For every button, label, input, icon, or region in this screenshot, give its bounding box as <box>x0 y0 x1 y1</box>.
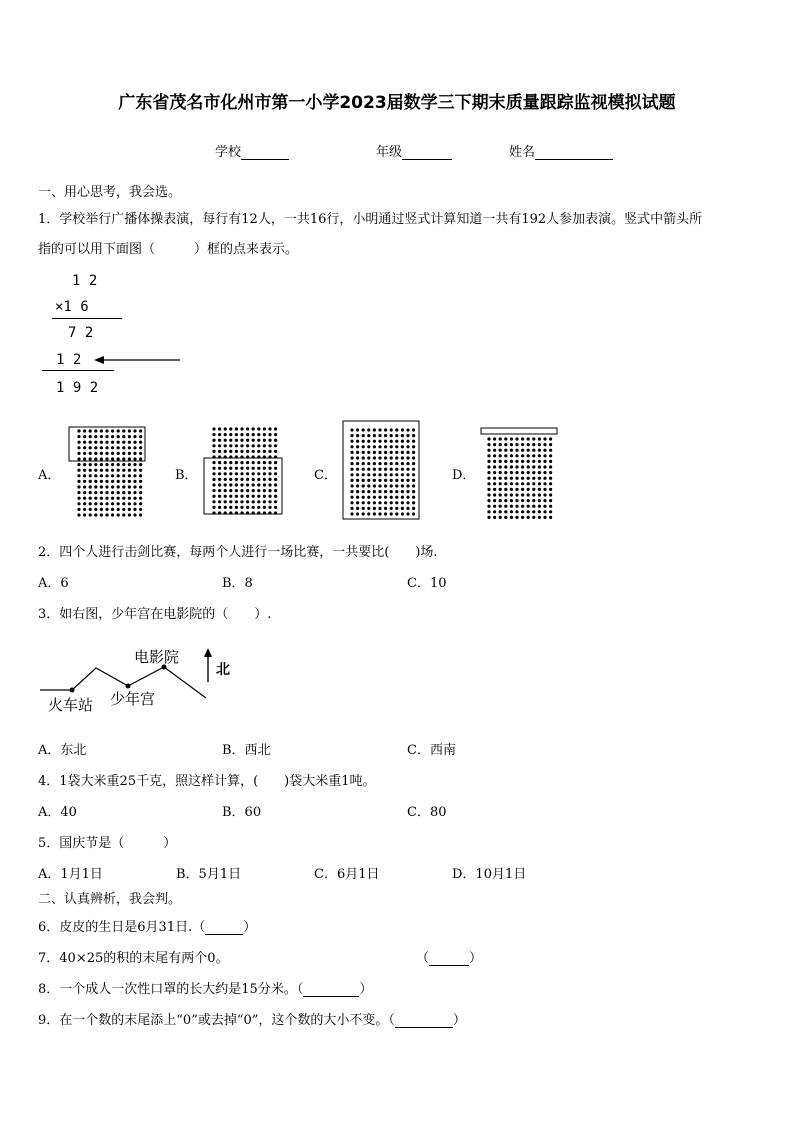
section2-heading: 二、认真辨析，我会判。 <box>38 892 182 907</box>
school-label: 学校 <box>215 145 242 160</box>
grade-blank[interactable] <box>402 146 452 160</box>
q9-stem: 9．在一个数的末尾添上“0”或去掉“0”，这个数的大小不变。（ <box>38 1013 395 1028</box>
q3-stem: 3．如右图，少年宫在电影院的（ ）. <box>38 607 272 622</box>
q7-open: （ <box>416 951 430 966</box>
q5-option-a[interactable]: A．1月1日 <box>38 867 103 882</box>
q1-stem-line1: 1．学校举行广播体操表演，每行有12人，一共16行，小明通过竖式计算知道一共有192人参加表演。竖式中箭头所 <box>38 212 703 227</box>
palace-point <box>126 684 131 689</box>
station-label: 火车站 <box>48 696 94 714</box>
q1-option-c-figure[interactable] <box>342 420 422 522</box>
q6-item <box>38 916 256 935</box>
q1-option-a-figure[interactable] <box>68 426 148 524</box>
q3-option-b[interactable]: B．西北 <box>222 743 271 758</box>
q8-stem: 8．一个成人一次性口罩的长大约是15分米。（ <box>38 982 304 997</box>
q4-option-b[interactable]: B．60 <box>222 805 262 820</box>
q7-answer-blank[interactable] <box>429 953 469 966</box>
q5-option-b[interactable]: B．5月1日 <box>176 867 242 882</box>
q1-option-d-label[interactable]: D． <box>452 468 476 483</box>
q6-answer-blank[interactable] <box>205 922 243 935</box>
grade-label: 年级 <box>376 145 403 160</box>
name-field[interactable] <box>509 141 613 160</box>
palace-label: 少年宫 <box>110 690 156 708</box>
q2-option-a[interactable]: A．6 <box>38 576 69 591</box>
q3-direction-map <box>36 640 246 720</box>
q4-option-a[interactable]: A．40 <box>38 805 77 820</box>
q6-close: ） <box>243 920 257 935</box>
calc-line2 <box>42 370 114 371</box>
q9-close: ） <box>452 1013 466 1028</box>
calc-row3: 7 2 <box>68 325 94 341</box>
q3-option-a[interactable]: A．东北 <box>38 743 87 758</box>
station-point <box>70 688 75 693</box>
cinema-label: 电影院 <box>134 648 180 666</box>
q9-answer-blank[interactable] <box>395 1015 453 1028</box>
school-blank[interactable] <box>241 146 289 160</box>
q1-option-b-figure[interactable] <box>202 426 284 518</box>
q1-option-d-figure[interactable] <box>479 427 559 521</box>
section1-heading: 一、用心思考，我会选。 <box>38 185 182 200</box>
calc-row5: 1 9 2 <box>56 380 99 396</box>
q7-stem: 7．40×25的积的末尾有两个0。 <box>38 951 229 966</box>
q1-option-c-label[interactable]: C． <box>314 468 337 483</box>
calc-row1: 1 2 <box>72 273 98 289</box>
q7-close: ） <box>469 951 483 966</box>
calc-row2: ×1 6 <box>55 299 89 315</box>
q4-option-c[interactable]: C．80 <box>407 805 447 820</box>
q8-close: ） <box>359 982 373 997</box>
q5-stem: 5．国庆节是（ ） <box>38 836 177 851</box>
q7-answer <box>416 947 482 966</box>
grade-field[interactable] <box>376 141 452 160</box>
q1-option-a-label[interactable]: A． <box>38 468 61 483</box>
q2-option-c[interactable]: C．10 <box>407 576 447 591</box>
q1-option-b-label[interactable]: B． <box>175 468 198 483</box>
q2-option-b[interactable]: B．8 <box>222 576 253 591</box>
q2-stem: 2．四个人进行击剑比赛，每两个人进行一场比赛，一共要比( )场. <box>38 545 438 560</box>
arrow-left-icon <box>92 352 184 368</box>
q8-answer-blank[interactable] <box>303 984 359 997</box>
school-field[interactable] <box>215 141 289 160</box>
name-label: 姓名 <box>509 145 536 160</box>
q3-option-c[interactable]: C．西南 <box>407 743 456 758</box>
q4-stem: 4．1袋大米重25千克，照这样计算，( )袋大米重1吨。 <box>38 774 376 789</box>
q5-option-c[interactable]: C．6月1日 <box>314 867 380 882</box>
q9-item <box>38 1009 466 1028</box>
calc-line1 <box>52 318 122 319</box>
q1-stem-line2: 指的可以用下面图（ ）框的点来表示。 <box>38 242 299 257</box>
option-d-highlight-box <box>481 428 557 434</box>
q5-option-d[interactable]: D．10月1日 <box>452 867 527 882</box>
q6-stem: 6．皮皮的生日是6月31日.（ <box>38 920 206 935</box>
name-blank[interactable] <box>535 146 613 160</box>
calc-row4: 1 2 <box>56 352 82 368</box>
q8-item <box>38 978 372 997</box>
north-label: 北 <box>216 662 230 678</box>
page-title: 广东省茂名市化州市第一小学2023届数学三下期末质量跟踪监视模拟试题 <box>118 93 676 113</box>
